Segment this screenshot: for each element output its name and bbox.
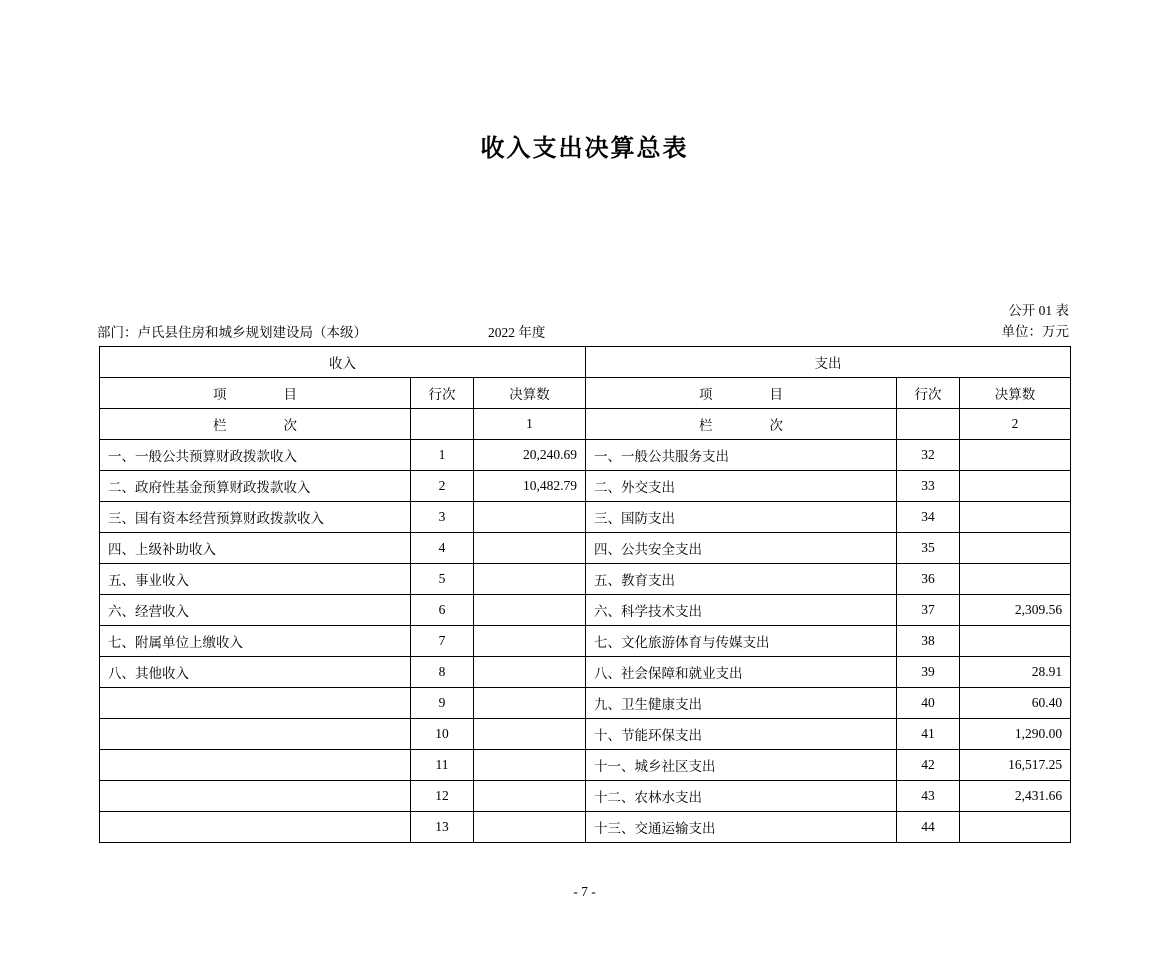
table-row (100, 750, 1071, 781)
lanci-label-expense: 栏 次 (586, 409, 897, 440)
expense-amount (960, 471, 1071, 502)
table-row (100, 626, 1071, 657)
expense-amount (960, 626, 1071, 657)
income-item (100, 781, 411, 812)
income-amount (474, 688, 586, 719)
expense-rowno: 37 (897, 595, 960, 626)
column-header-expense-item: 项 目 (586, 378, 897, 409)
group-header-expense: 支出 (586, 347, 1071, 378)
expense-item: 三、国防支出 (586, 502, 897, 533)
expense-rowno: 34 (897, 502, 960, 533)
table-row (100, 502, 1071, 533)
income-item: 四、上级补助收入 (100, 533, 411, 564)
income-amount (474, 626, 586, 657)
income-rowno: 6 (411, 595, 474, 626)
column-header-income-item: 项 目 (100, 378, 411, 409)
expense-rowno: 43 (897, 781, 960, 812)
income-rowno: 5 (411, 564, 474, 595)
lanci-expense-no: 2 (960, 409, 1071, 440)
unit-label: 单位：万元 (1001, 324, 1069, 339)
income-amount (474, 657, 586, 688)
expense-amount: 2,309.56 (960, 595, 1071, 626)
lanci-income-rowno (411, 409, 474, 440)
income-item: 六、经营收入 (100, 595, 411, 626)
form-code: 公开 01 表 (1008, 303, 1069, 318)
expense-rowno: 32 (897, 440, 960, 471)
income-amount (474, 812, 586, 843)
expense-rowno: 39 (897, 657, 960, 688)
expense-rowno: 36 (897, 564, 960, 595)
lanci-income-no: 1 (474, 409, 586, 440)
expense-amount: 60.40 (960, 688, 1071, 719)
income-rowno: 9 (411, 688, 474, 719)
expense-amount: 16,517.25 (960, 750, 1071, 781)
expense-rowno: 42 (897, 750, 960, 781)
expense-rowno: 44 (897, 812, 960, 843)
income-item (100, 750, 411, 781)
income-amount (474, 502, 586, 533)
table-row (100, 781, 1071, 812)
expense-rowno: 38 (897, 626, 960, 657)
table-group-header-row (100, 347, 1071, 378)
expense-item: 六、科学技术支出 (586, 595, 897, 626)
income-rowno: 2 (411, 471, 474, 502)
expense-item: 十三、交通运输支出 (586, 812, 897, 843)
income-amount (474, 781, 586, 812)
income-rowno: 8 (411, 657, 474, 688)
expense-item: 十二、农林水支出 (586, 781, 897, 812)
table-row (100, 440, 1071, 471)
expense-item: 十、节能环保支出 (586, 719, 897, 750)
lanci-label-income: 栏 次 (100, 409, 411, 440)
expense-rowno: 33 (897, 471, 960, 502)
income-item: 一、一般公共预算财政拨款收入 (100, 440, 411, 471)
income-item (100, 719, 411, 750)
income-item: 五、事业收入 (100, 564, 411, 595)
expense-item: 二、外交支出 (586, 471, 897, 502)
table-row (100, 533, 1071, 564)
group-header-income: 收入 (100, 347, 586, 378)
expense-amount: 2,431.66 (960, 781, 1071, 812)
expense-item: 七、文化旅游体育与传媒支出 (586, 626, 897, 657)
department-label: 部门：卢氏县住房和城乡规划建设局（本级） (97, 325, 367, 340)
expense-item: 九、卫生健康支出 (586, 688, 897, 719)
lanci-expense-rowno (897, 409, 960, 440)
expense-item: 一、一般公共服务支出 (586, 440, 897, 471)
income-item: 八、其他收入 (100, 657, 411, 688)
income-amount: 10,482.79 (474, 471, 586, 502)
expense-amount (960, 533, 1071, 564)
expense-amount: 1,290.00 (960, 719, 1071, 750)
expense-item: 五、教育支出 (586, 564, 897, 595)
income-rowno: 1 (411, 440, 474, 471)
income-rowno: 13 (411, 812, 474, 843)
column-header-expense-amount: 决算数 (960, 378, 1071, 409)
income-amount (474, 564, 586, 595)
income-amount (474, 533, 586, 564)
income-rowno: 3 (411, 502, 474, 533)
expense-amount (960, 502, 1071, 533)
expense-amount (960, 812, 1071, 843)
expense-item: 八、社会保障和就业支出 (586, 657, 897, 688)
column-header-income-rowno: 行次 (411, 378, 474, 409)
income-amount: 20,240.69 (474, 440, 586, 471)
expense-rowno: 40 (897, 688, 960, 719)
income-rowno: 10 (411, 719, 474, 750)
table-lanci-row (100, 409, 1071, 440)
column-header-income-amount: 决算数 (474, 378, 586, 409)
expense-amount: 28.91 (960, 657, 1071, 688)
income-amount (474, 719, 586, 750)
expense-rowno: 41 (897, 719, 960, 750)
expense-amount (960, 440, 1071, 471)
expense-item: 十一、城乡社区支出 (586, 750, 897, 781)
table-column-header-row (100, 378, 1071, 409)
table-row (100, 688, 1071, 719)
income-item: 二、政府性基金预算财政拨款收入 (100, 471, 411, 502)
expense-rowno: 35 (897, 533, 960, 564)
budget-table (99, 346, 1071, 843)
income-amount (474, 595, 586, 626)
income-rowno: 12 (411, 781, 474, 812)
income-rowno: 4 (411, 533, 474, 564)
income-item: 七、附属单位上缴收入 (100, 626, 411, 657)
income-rowno: 11 (411, 750, 474, 781)
page-title: 收入支出决算总表 (480, 135, 689, 162)
table-row (100, 812, 1071, 843)
income-item (100, 688, 411, 719)
document-page (0, 128, 1169, 955)
year-label: 2022 年度 (488, 325, 546, 340)
income-amount (474, 750, 586, 781)
table-row (100, 657, 1071, 688)
income-item (100, 812, 411, 843)
table-row (100, 595, 1071, 626)
table-row (100, 564, 1071, 595)
expense-amount (960, 564, 1071, 595)
column-header-expense-rowno: 行次 (897, 378, 960, 409)
income-item: 三、国有资本经营预算财政拨款收入 (100, 502, 411, 533)
form-meta (1002, 300, 1070, 342)
page-number: - 7 - (573, 884, 596, 899)
expense-item: 四、公共安全支出 (586, 533, 897, 564)
table-row (100, 719, 1071, 750)
table-row (100, 471, 1071, 502)
income-rowno: 7 (411, 626, 474, 657)
